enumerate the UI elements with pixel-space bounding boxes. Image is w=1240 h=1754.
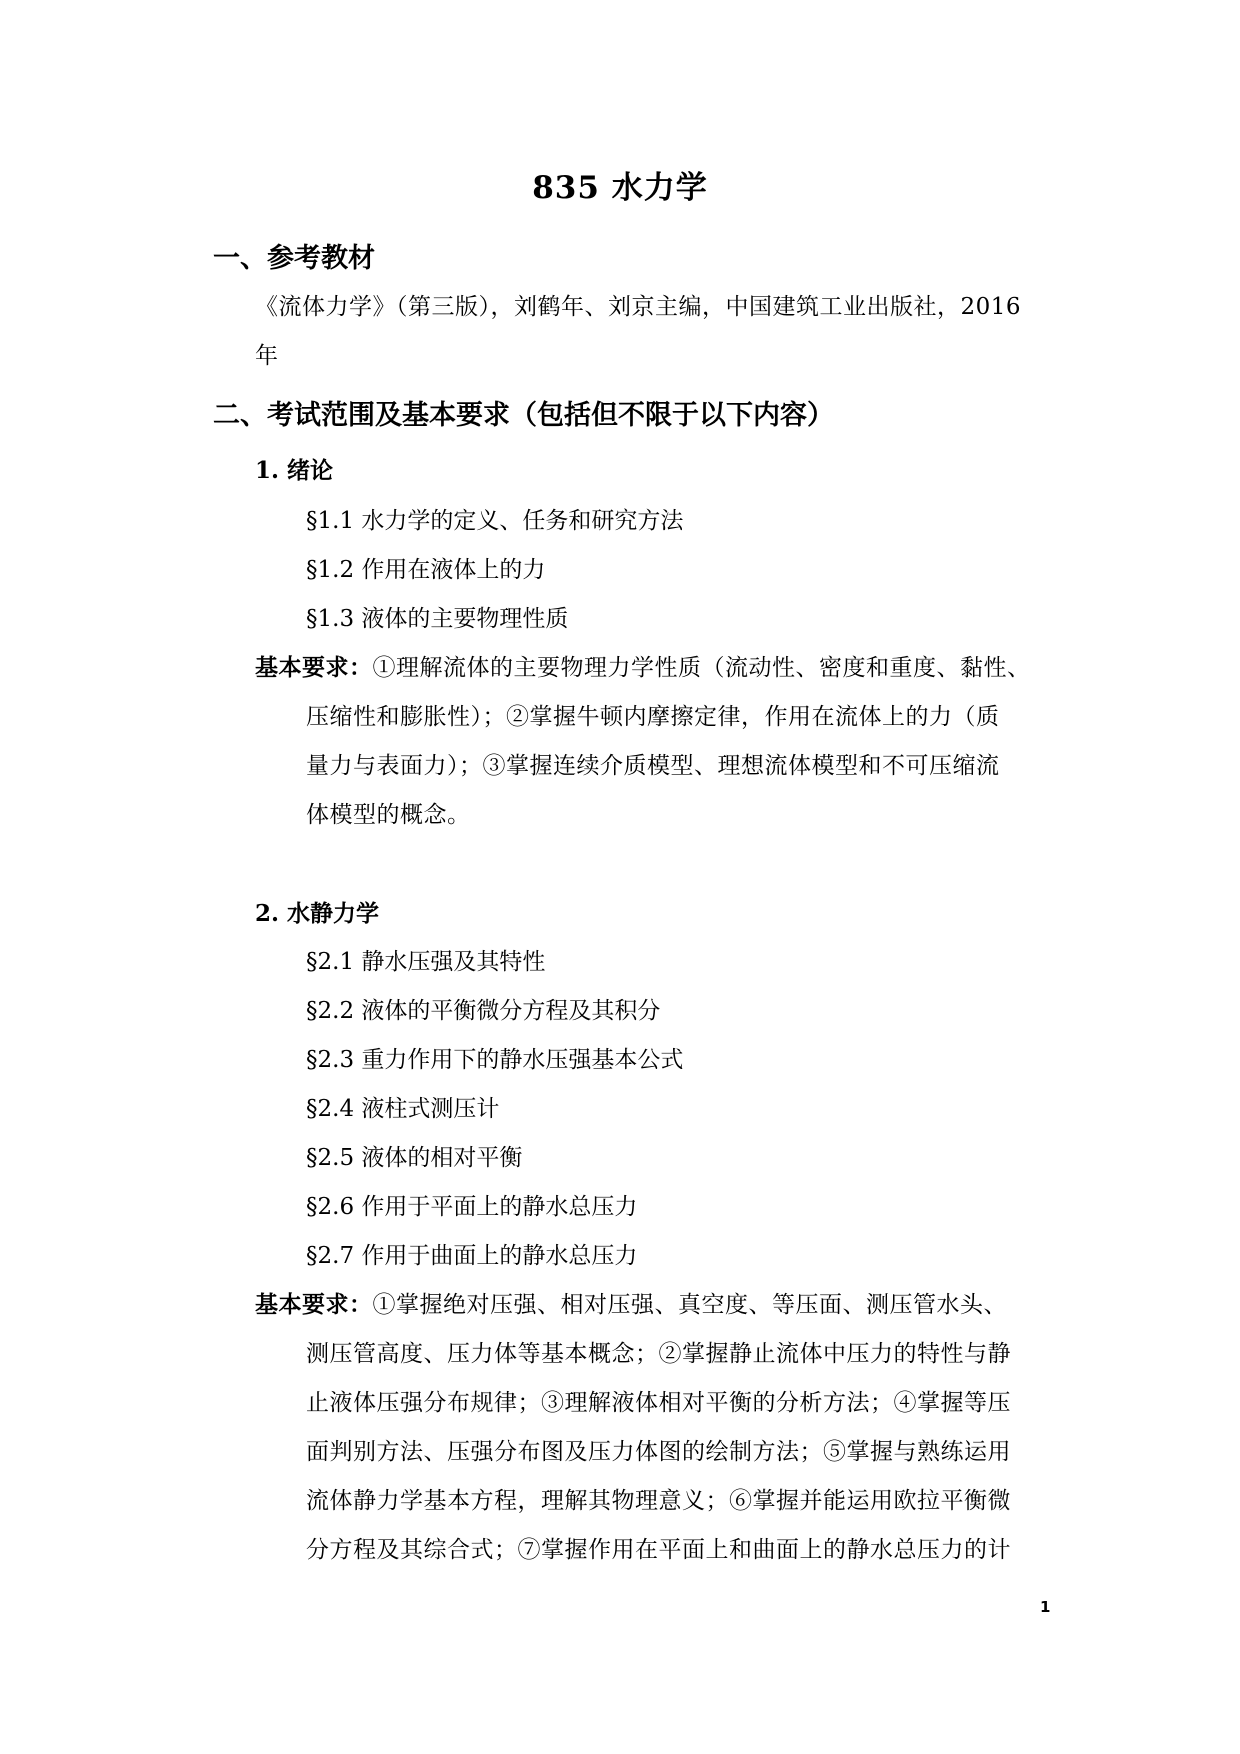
textbook-citation-line-2: 年 <box>255 343 279 369</box>
chapter-heading-hydrostatics: 2. 水静力学 <box>255 900 380 927</box>
chapter-1-requirements-line: 体模型的概念。 <box>306 802 471 828</box>
chapter-2-item: §2.7 作用于曲面上的静水总压力 <box>306 1243 638 1269</box>
chapter-2-item: §2.1 静水压强及其特性 <box>306 949 546 975</box>
chapter-1-requirements-line: 量力与表面力）；③掌握连续介质模型、理想流体模型和不可压缩流 <box>306 753 1000 779</box>
chapter-2-item: §2.2 液体的平衡微分方程及其积分 <box>306 998 661 1024</box>
chapter-2-item: §2.3 重力作用下的静水压强基本公式 <box>306 1047 684 1073</box>
chapter-1-requirements-line <box>255 649 1031 682</box>
chapter-2-item: §2.5 液体的相对平衡 <box>306 1145 523 1171</box>
requirements-text: ①理解流体的主要物理力学性质（流动性、密度和重度、黏性、 <box>372 655 1031 681</box>
requirements-text: ①掌握绝对压强、相对压强、真空度、等压面、测压管水头、 <box>372 1292 1007 1318</box>
chapter-1-item: §1.3 液体的主要物理性质 <box>306 606 569 632</box>
chapter-2-requirements-line: 测压管高度、压力体等基本概念；②掌握静止流体中压力的特性与静 <box>306 1341 1011 1367</box>
chapter-2-item: §2.6 作用于平面上的静水总压力 <box>306 1194 638 1220</box>
chapter-2-requirements-line: 面判别方法、压强分布图及压力体图的绘制方法；⑤掌握与熟练运用 <box>306 1439 1011 1465</box>
section-heading-exam-scope: 二、考试范围及基本要求（包括但不限于以下内容） <box>213 400 834 431</box>
chapter-heading-introduction: 1. 绪论 <box>255 457 334 484</box>
chapter-2-requirements-line: 止液体压强分布规律；③理解液体相对平衡的分析方法；④掌握等压 <box>306 1390 1011 1416</box>
chapter-2-requirements-line <box>255 1286 1007 1319</box>
page-number: 1 <box>1040 1598 1051 1616</box>
requirements-label: 基本要求： <box>255 1291 373 1318</box>
section-heading-textbook: 一、参考教材 <box>213 243 375 274</box>
requirements-label: 基本要求： <box>255 654 373 681</box>
chapter-1-item: §1.1 水力学的定义、任务和研究方法 <box>306 508 684 534</box>
chapter-2-item: §2.4 液柱式测压计 <box>306 1096 500 1122</box>
chapter-1-item: §1.2 作用在液体上的力 <box>306 557 546 583</box>
page-title: 835 水力学 <box>532 170 708 206</box>
chapter-1-requirements-line: 压缩性和膨胀性）；②掌握牛顿内摩擦定律，作用在流体上的力（质 <box>306 704 1000 730</box>
chapter-2-requirements-line: 流体静力学基本方程，理解其物理意义；⑥掌握并能运用欧拉平衡微 <box>306 1488 1011 1514</box>
chapter-2-requirements-line: 分方程及其综合式；⑦掌握作用在平面上和曲面上的静水总压力的计 <box>306 1537 1011 1563</box>
textbook-citation-line-1: 《流体力学》（第三版），刘鹤年、刘京主编，中国建筑工业出版社，2016 <box>255 294 1022 320</box>
